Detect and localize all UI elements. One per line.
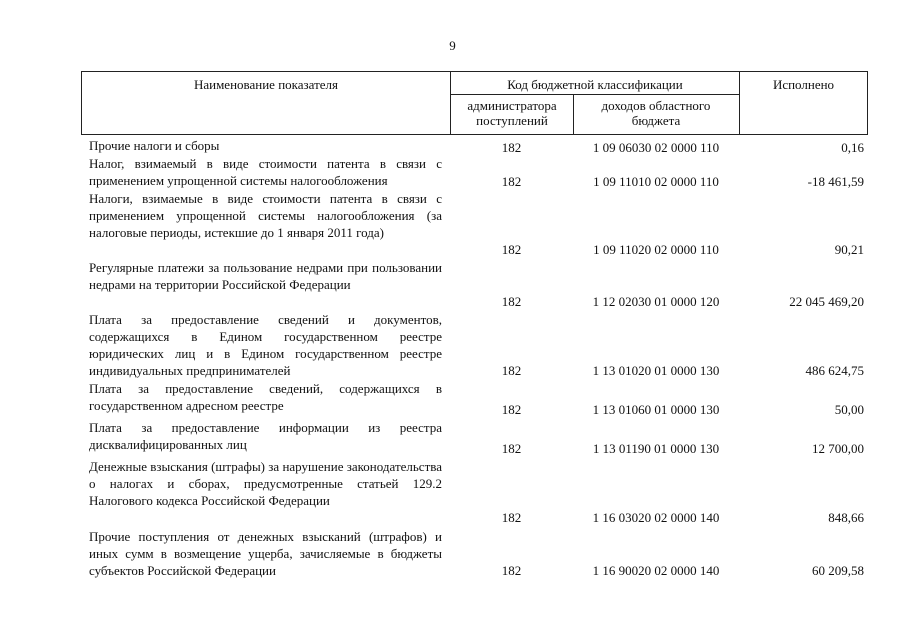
row-admin-2: 182 <box>501 242 522 257</box>
row-name-7: Денежные взыскания (штрафы) за нарушение законодательства о налогах и сборах, предусмотренные статьей 129.2 Налогового кодекса Российской Федерации <box>89 459 442 508</box>
row-amount-4: 486 624,75 <box>805 363 864 378</box>
row-name-2: Налоги, взимаемые в виде стоимости патента в связи с применением упрощенной системы налогообложения (за налоговые периоды, истекшие до 1 января 2011 года) <box>89 191 442 240</box>
page-number: 9 <box>449 38 456 53</box>
row-amount-0: 0,16 <box>841 140 864 155</box>
row-admin-5: 182 <box>501 402 522 417</box>
row-amount-8: 60 209,58 <box>812 563 864 578</box>
column-divider-codes <box>573 94 574 135</box>
table-right-border <box>867 71 868 135</box>
row-amount-6: 12 700,00 <box>812 441 864 456</box>
row-code-6: 1 13 01190 01 0000 130 <box>592 441 720 456</box>
table-top-border <box>81 71 868 72</box>
row-name-5: Плата за предоставление сведений, содержащихся в государственном адресном реестре <box>89 381 442 413</box>
row-admin-4: 182 <box>501 363 522 378</box>
row-admin-3: 182 <box>501 294 522 309</box>
row-code-1: 1 09 11010 02 0000 110 <box>593 174 719 189</box>
header-bottom-border <box>81 134 868 135</box>
row-code-7: 1 16 03020 02 0000 140 <box>592 510 720 525</box>
row-amount-2: 90,21 <box>834 242 864 257</box>
header-executed: Исполнено <box>772 77 835 92</box>
row-name-1: Налог, взимаемый в виде стоимости патента в связи с применением упрощенной системы налогообложения <box>89 156 442 188</box>
row-code-8: 1 16 90020 02 0000 140 <box>592 563 720 578</box>
header-income: доходов областного бюджета <box>601 98 711 128</box>
row-amount-1: -18 461,59 <box>807 174 864 189</box>
row-name-4: Плата за предоставление сведений и документов, содержащихся в Едином государственном реестре юридических лиц и в Едином государственном реестре индивидуальных предпринимателей <box>89 312 442 378</box>
header-admin: администратора поступлений <box>467 98 557 128</box>
row-code-0: 1 09 06030 02 0000 110 <box>592 140 720 155</box>
row-admin-8: 182 <box>501 563 522 578</box>
row-code-4: 1 13 01020 01 0000 130 <box>592 363 720 378</box>
row-name-3: Регулярные платежи за пользование недрами при пользовании недрами на территории Российской Федерации <box>89 260 442 292</box>
row-name-6: Плата за предоставление информации из реестра дисквалифицированных лиц <box>89 420 442 452</box>
row-amount-7: 848,66 <box>828 510 864 525</box>
header-subdivider <box>450 94 739 95</box>
row-admin-1: 182 <box>501 174 522 189</box>
row-admin-6: 182 <box>501 441 522 456</box>
row-name-8: Прочие поступления от денежных взысканий (штрафов) и иных сумм в возмещение ущерба, зачисляемые в бюджеты субъектов Российской Федерации <box>89 529 442 578</box>
row-code-5: 1 13 01060 01 0000 130 <box>592 402 720 417</box>
row-code-2: 1 09 11020 02 0000 110 <box>593 242 719 257</box>
row-name-0: Прочие налоги и сборы <box>89 138 220 153</box>
row-amount-3: 22 045 469,20 <box>789 294 864 309</box>
row-amount-5: 50,00 <box>834 402 864 417</box>
row-admin-7: 182 <box>501 510 522 525</box>
header-code-group: Код бюджетной классификации <box>507 77 683 92</box>
row-admin-0: 182 <box>501 140 522 155</box>
row-code-3: 1 12 02030 01 0000 120 <box>592 294 720 309</box>
header-name: Наименование показателя <box>193 77 339 92</box>
